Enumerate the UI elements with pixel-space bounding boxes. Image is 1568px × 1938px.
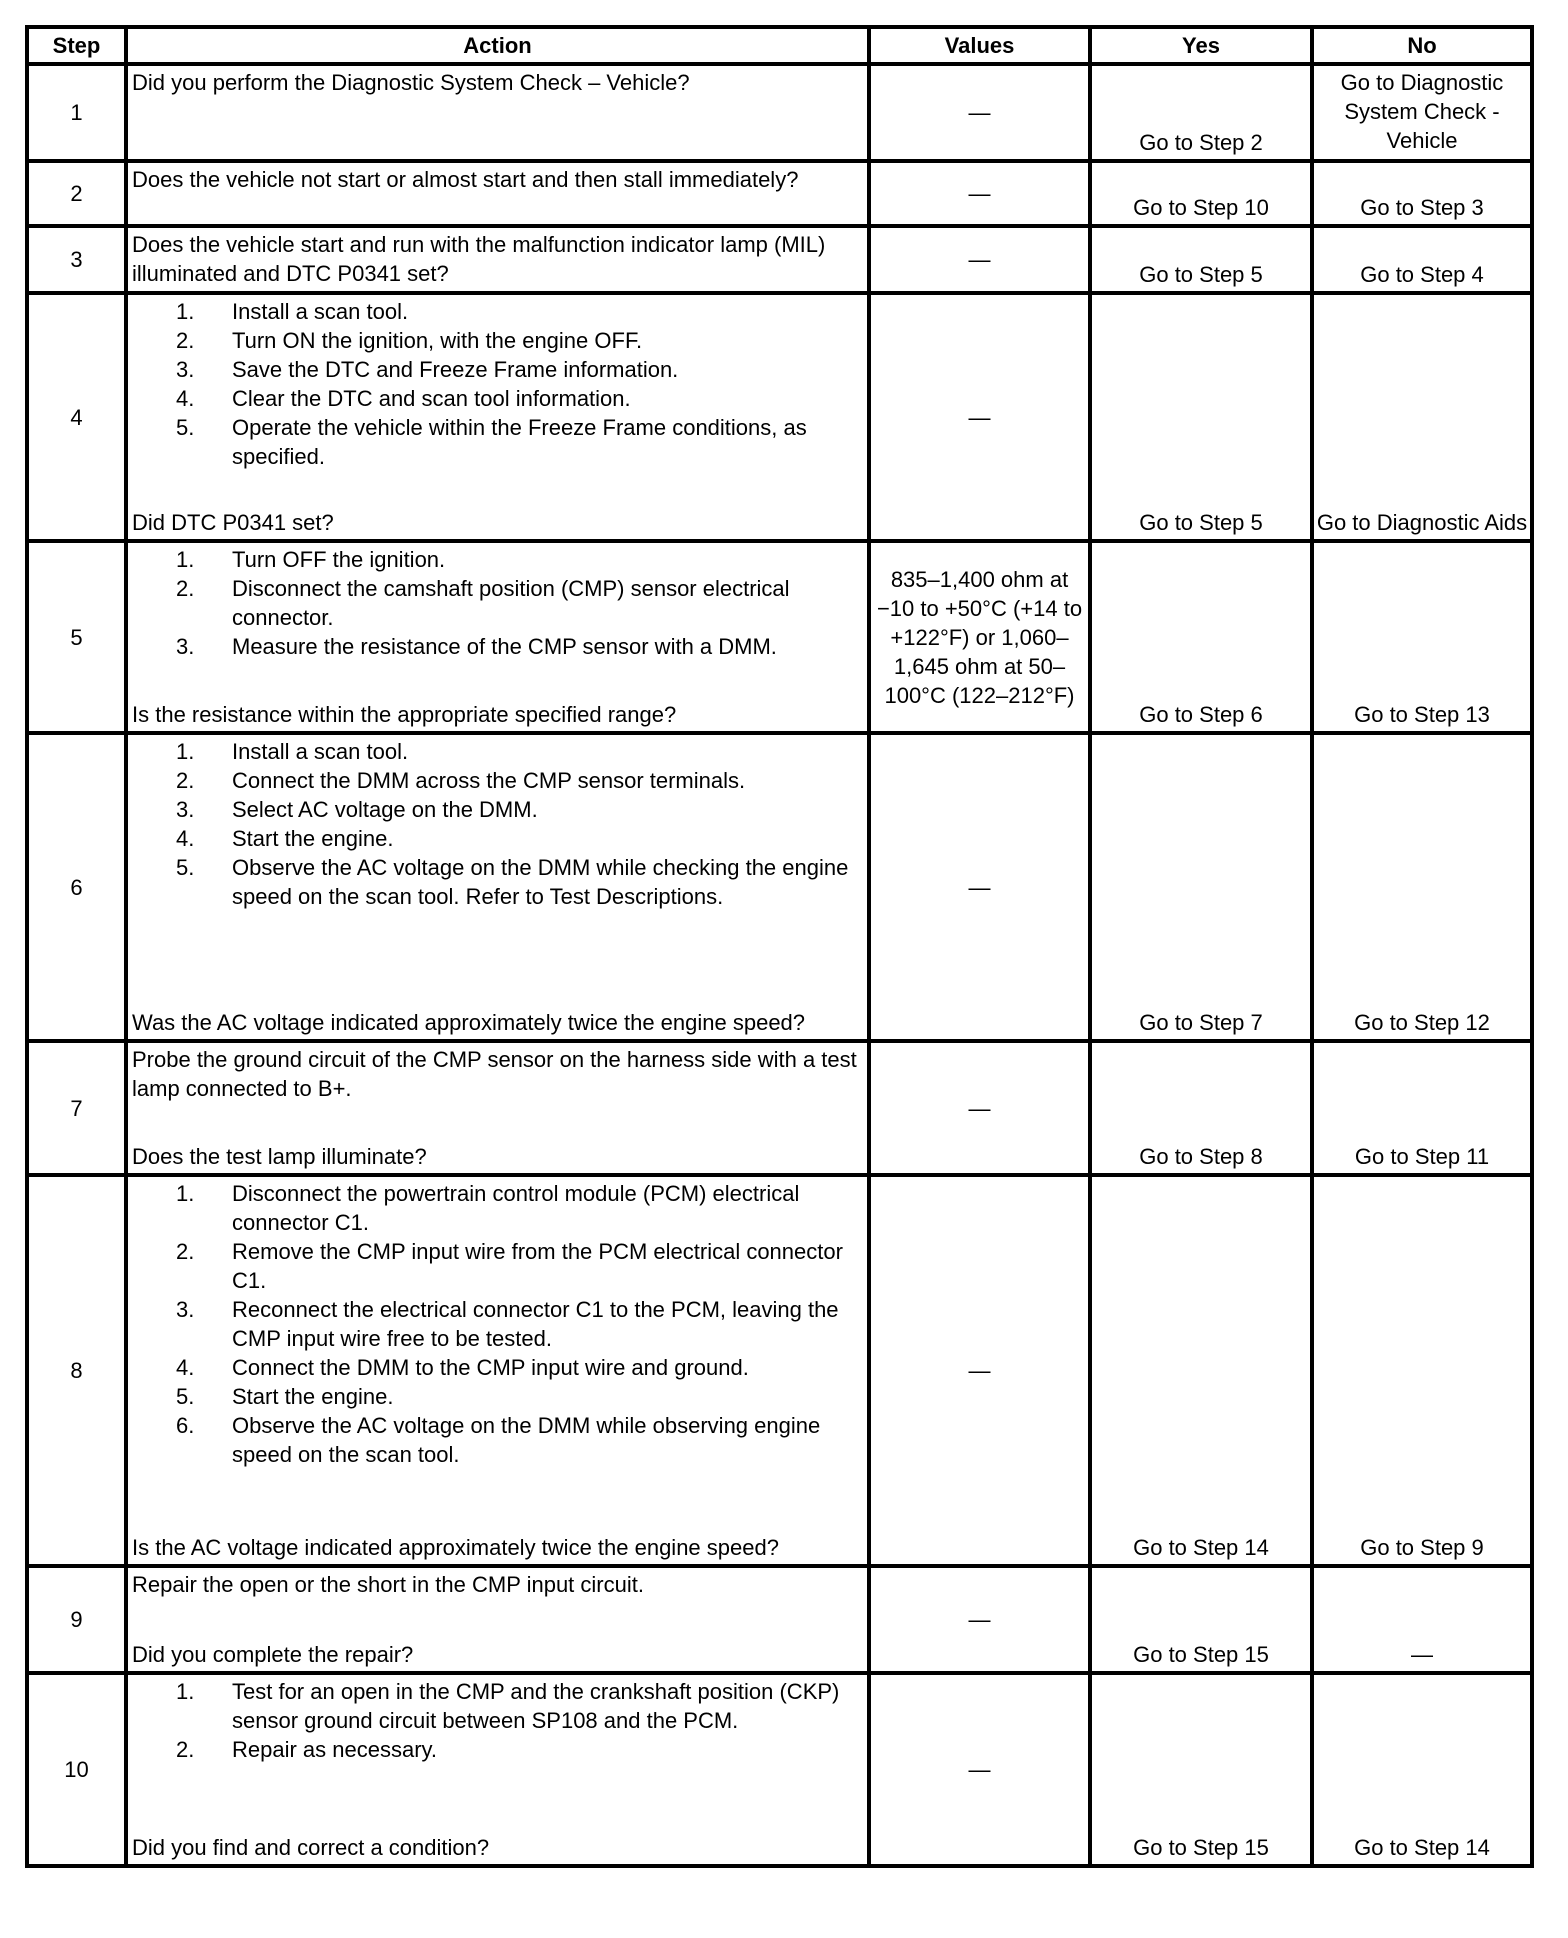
action-list-item (132, 1237, 863, 1295)
header-no: No (1312, 27, 1532, 64)
step-number: 5 (27, 541, 126, 733)
table-row (27, 64, 1532, 161)
action-list-item (132, 632, 863, 661)
no-cell: Go to Step 3 (1312, 161, 1532, 226)
values-cell: — (869, 161, 1090, 226)
no-cell: Go to Diagnostic System Check - Vehicle (1312, 64, 1532, 161)
values-cell: — (869, 64, 1090, 161)
yes-cell: Go to Step 8 (1090, 1041, 1312, 1175)
action-list-item (132, 384, 863, 413)
action-cell (126, 1566, 869, 1673)
no-cell: Go to Step 11 (1312, 1041, 1532, 1175)
table-row (27, 1673, 1532, 1866)
list-number: 2. (176, 768, 195, 793)
no-cell: — (1312, 1566, 1532, 1673)
action-text: Probe the ground circuit of the CMP sensor on the harness side with a test lamp connected to B+. (132, 1047, 857, 1101)
header-row (27, 27, 1532, 64)
list-number: 1. (176, 547, 195, 572)
values-cell: — (869, 1566, 1090, 1673)
list-number: 2. (176, 328, 195, 353)
action-cell (126, 161, 869, 226)
yes-cell: Go to Step 2 (1090, 64, 1312, 161)
yes-cell: Go to Step 6 (1090, 541, 1312, 733)
list-number: 4. (176, 386, 195, 411)
list-number: 4. (176, 1355, 195, 1380)
action-list-item-text: Observe the AC voltage on the DMM while checking the engine speed on the scan tool. Refer to Test Descriptions. (232, 855, 849, 909)
no-cell: Go to Diagnostic Aids (1312, 293, 1532, 541)
table-row (27, 1566, 1532, 1673)
action-list-item-text: Connect the DMM to the CMP input wire and ground. (232, 1355, 749, 1380)
action-list-item-text: Measure the resistance of the CMP sensor with a DMM. (232, 634, 777, 659)
no-cell: Go to Step 9 (1312, 1175, 1532, 1566)
action-list-item (132, 737, 863, 766)
no-cell: Go to Step 4 (1312, 226, 1532, 293)
list-number: 4. (176, 826, 195, 851)
action-list-item (132, 1735, 863, 1764)
action-text: Did you perform the Diagnostic System Check – Vehicle? (132, 70, 690, 95)
table-row (27, 1175, 1532, 1566)
list-number: 1. (176, 739, 195, 764)
values-cell: 835–1,400 ohm at −10 to +50°C (+14 to +122°F) or 1,060–1,645 ohm at 50–100°C (122–212°F) (869, 541, 1090, 733)
action-list-item (132, 853, 863, 911)
action-list-item-text: Turn OFF the ignition. (232, 547, 446, 572)
action-list-item (132, 545, 863, 574)
action-list-item (132, 1179, 863, 1237)
list-number: 2. (176, 1737, 195, 1762)
table-row (27, 226, 1532, 293)
list-number: 1. (176, 1679, 195, 1704)
action-list-item-text: Remove the CMP input wire from the PCM electrical connector C1. (232, 1239, 843, 1293)
action-list-item-text: Test for an open in the CMP and the crankshaft position (CKP) sensor ground circuit between SP108 and the PCM. (232, 1679, 840, 1733)
no-cell: Go to Step 13 (1312, 541, 1532, 733)
action-list-item (132, 355, 863, 384)
action-text: Does the vehicle start and run with the malfunction indicator lamp (MIL) illuminated and DTC P0341 set? (132, 232, 826, 286)
action-list-item (132, 795, 863, 824)
action-list-item-text: Observe the AC voltage on the DMM while observing engine speed on the scan tool. (232, 1413, 821, 1467)
action-list-item-text: Disconnect the camshaft position (CMP) sensor electrical connector. (232, 576, 790, 630)
yes-cell: Go to Step 14 (1090, 1175, 1312, 1566)
action-list-item-text: Connect the DMM across the CMP sensor terminals. (232, 768, 746, 793)
action-list-item-text: Disconnect the powertrain control module (PCM) electrical connector C1. (232, 1181, 800, 1235)
header-action: Action (126, 27, 869, 64)
step-number: 8 (27, 1175, 126, 1566)
action-list-item-text: Reconnect the electrical connector C1 to the PCM, leaving the CMP input wire free to be tested. (232, 1297, 839, 1351)
action-list-item (132, 766, 863, 795)
action-cell (126, 1041, 869, 1175)
action-question: Is the AC voltage indicated approximately twice the engine speed? (132, 1535, 779, 1560)
action-list-item (132, 1353, 863, 1382)
action-list-item-text: Clear the DTC and scan tool information. (232, 386, 631, 411)
values-cell: — (869, 733, 1090, 1041)
action-list-item (132, 297, 863, 326)
yes-cell: Go to Step 5 (1090, 226, 1312, 293)
action-question: Was the AC voltage indicated approximately twice the engine speed? (132, 1010, 806, 1035)
action-question: Did you complete the repair? (132, 1642, 414, 1667)
values-cell: — (869, 1175, 1090, 1566)
step-number: 3 (27, 226, 126, 293)
list-number: 2. (176, 576, 195, 601)
action-list-item (132, 1295, 863, 1353)
step-number: 6 (27, 733, 126, 1041)
list-number: 1. (176, 299, 195, 324)
list-number: 3. (176, 634, 195, 659)
list-number: 5. (176, 1384, 195, 1409)
action-text: Does the vehicle not start or almost start and then stall immediately? (132, 167, 799, 192)
action-cell (126, 64, 869, 161)
yes-cell: Go to Step 15 (1090, 1673, 1312, 1866)
values-cell: — (869, 1041, 1090, 1175)
action-question: Does the test lamp illuminate? (132, 1144, 427, 1169)
action-list-item-text: Install a scan tool. (232, 739, 409, 764)
values-cell: — (869, 293, 1090, 541)
action-list-item-text: Repair as necessary. (232, 1737, 438, 1762)
step-number: 4 (27, 293, 126, 541)
yes-cell: Go to Step 10 (1090, 161, 1312, 226)
header-step: Step (27, 27, 126, 64)
list-number: 1. (176, 1181, 195, 1206)
table-row (27, 161, 1532, 226)
list-number: 5. (176, 415, 195, 440)
action-cell (126, 226, 869, 293)
header-yes: Yes (1090, 27, 1312, 64)
no-cell: Go to Step 12 (1312, 733, 1532, 1041)
action-list-item-text: Start the engine. (232, 1384, 394, 1409)
step-number: 1 (27, 64, 126, 161)
action-list-item (132, 574, 863, 632)
action-list-item (132, 326, 863, 355)
action-list-item-text: Turn ON the ignition, with the engine OFF. (232, 328, 643, 353)
table-row (27, 293, 1532, 541)
table-row (27, 1041, 1532, 1175)
action-question: Did DTC P0341 set? (132, 510, 334, 535)
table-row (27, 733, 1532, 1041)
values-cell: — (869, 1673, 1090, 1866)
action-question: Is the resistance within the appropriate specified range? (132, 702, 677, 727)
diagnostic-table (25, 25, 1534, 1868)
action-cell (126, 541, 869, 733)
action-text: Repair the open or the short in the CMP input circuit. (132, 1572, 644, 1597)
action-cell (126, 1175, 869, 1566)
list-number: 2. (176, 1239, 195, 1264)
action-list-item (132, 1677, 863, 1735)
no-cell: Go to Step 14 (1312, 1673, 1532, 1866)
yes-cell: Go to Step 7 (1090, 733, 1312, 1041)
list-number: 6. (176, 1413, 195, 1438)
action-cell (126, 733, 869, 1041)
action-list-item (132, 1382, 863, 1411)
step-number: 7 (27, 1041, 126, 1175)
values-cell: — (869, 226, 1090, 293)
action-list-item-text: Install a scan tool. (232, 299, 409, 324)
action-cell (126, 1673, 869, 1866)
list-number: 3. (176, 797, 195, 822)
step-number: 10 (27, 1673, 126, 1866)
action-list-item-text: Operate the vehicle within the Freeze Frame conditions, as specified. (232, 415, 807, 469)
action-list-item (132, 413, 863, 471)
header-values: Values (869, 27, 1090, 64)
step-number: 9 (27, 1566, 126, 1673)
list-number: 5. (176, 855, 195, 880)
action-question: Did you find and correct a condition? (132, 1835, 490, 1860)
yes-cell: Go to Step 5 (1090, 293, 1312, 541)
list-number: 3. (176, 357, 195, 382)
action-list-item (132, 824, 863, 853)
step-number: 2 (27, 161, 126, 226)
list-number: 3. (176, 1297, 195, 1322)
table-row (27, 541, 1532, 733)
yes-cell: Go to Step 15 (1090, 1566, 1312, 1673)
action-list-item-text: Select AC voltage on the DMM. (232, 797, 538, 822)
action-list-item-text: Start the engine. (232, 826, 394, 851)
action-cell (126, 293, 869, 541)
action-list-item-text: Save the DTC and Freeze Frame information. (232, 357, 679, 382)
action-list-item (132, 1411, 863, 1469)
